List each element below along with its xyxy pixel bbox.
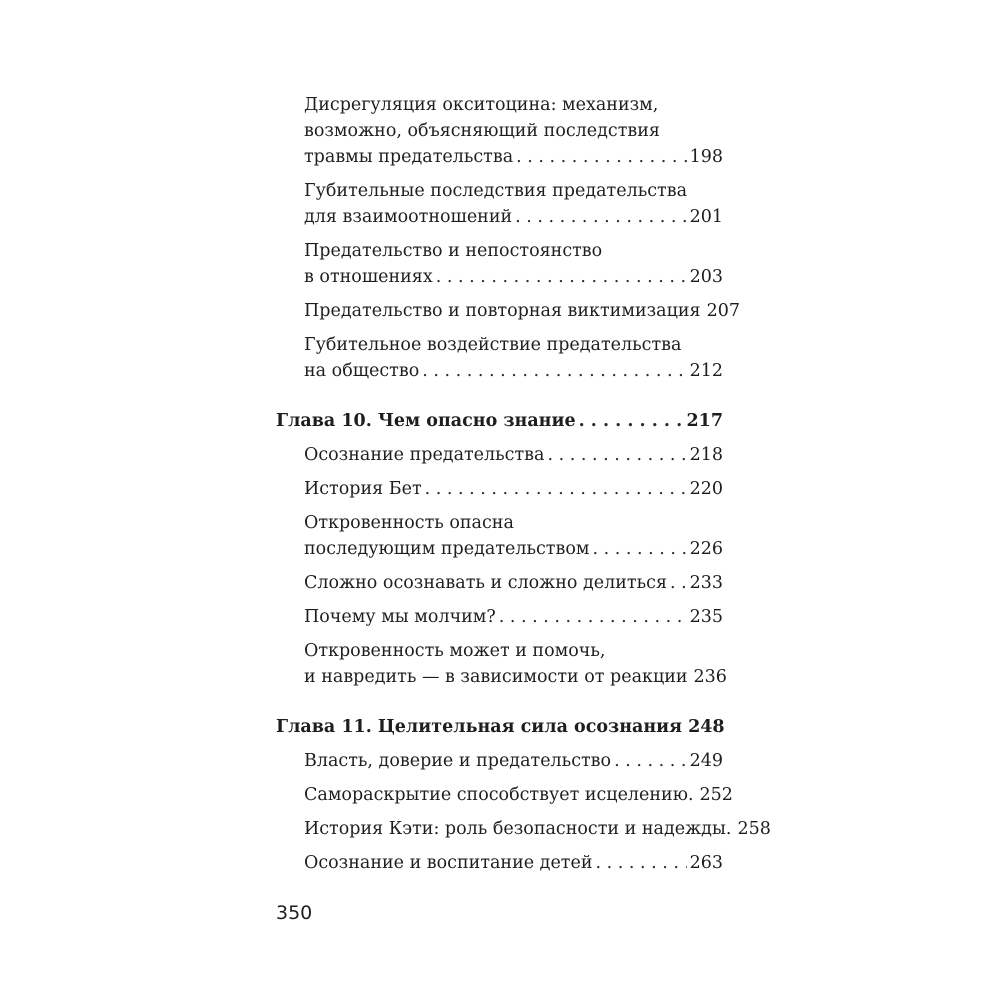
toc-section-entry (276, 442, 723, 468)
toc-section-entry (276, 816, 771, 842)
toc-entry-leader-line (304, 144, 723, 170)
toc-entry-leader-line (276, 408, 723, 434)
toc-entry-title-line: Предательство и повторная виктимизация (304, 301, 701, 321)
toc-entry-leader-line (304, 358, 723, 384)
toc-section-entry (276, 476, 723, 502)
toc-page-number: 258 (737, 819, 771, 839)
toc-entry-leader-line (304, 476, 723, 502)
toc-entry-title-line: травмы предательства (304, 147, 514, 167)
toc-entry-title-line: для взаимоотношений (304, 207, 513, 227)
toc-entry-leader-line (304, 748, 723, 774)
toc-entry-title-line: Губительные последствия предательства (304, 181, 688, 201)
toc-entry-title-line: Самораскрытие способствует исцелению. (304, 785, 694, 805)
toc-entry-title-line: Осознание и воспитание детей (304, 853, 593, 873)
toc-page-number: 198 (689, 147, 723, 167)
toc-entry-leader-line (304, 570, 723, 596)
toc-entry-leader-line (304, 264, 723, 290)
toc-entry-title-line: Сложно осознавать и сложно делиться (304, 573, 667, 593)
toc-section-entry (276, 92, 723, 170)
toc-page-number: 252 (699, 785, 733, 805)
toc-page-number: 217 (686, 411, 723, 431)
toc-section-entry (276, 604, 723, 630)
toc-entry-title-line: Откровенность может и помочь, (304, 641, 606, 661)
dot-leader (422, 358, 686, 384)
toc-page-number: 263 (689, 853, 723, 873)
toc-entry-title-line: в отношениях (304, 267, 433, 287)
toc-entry-leader-line (304, 782, 733, 808)
table-of-contents (276, 92, 771, 884)
toc-page-number: 220 (689, 479, 723, 499)
toc-entry-leader-line (304, 604, 723, 630)
toc-page-number: 235 (689, 607, 723, 627)
toc-entry-title-line: Губительное воздействие предательства (304, 335, 682, 355)
toc-page-number: 249 (689, 751, 723, 771)
toc-entry-title-line: Осознание предательства (304, 445, 545, 465)
toc-section-entry (276, 510, 723, 562)
toc-section-entry (276, 238, 723, 290)
toc-entry-leader-line (304, 664, 727, 690)
dot-leader (547, 442, 686, 468)
toc-entry-title-line: История Кэти: роль безопасности и надежды. (304, 819, 732, 839)
toc-page-number: 248 (688, 717, 725, 737)
toc-page-number: 212 (689, 361, 723, 381)
toc-entry-title-line: возможно, объясняющий последствия (304, 121, 660, 141)
toc-entry-title-line: Почему мы молчим? (304, 607, 496, 627)
toc-entry-leader-line (304, 816, 771, 842)
toc-chapter-entry (276, 714, 723, 740)
toc-entry-leader-line (304, 442, 723, 468)
toc-page-number: 203 (689, 267, 723, 287)
page-number: 350 (276, 902, 313, 924)
dot-leader (516, 144, 686, 170)
toc-section-entry (276, 638, 727, 690)
toc-section-entry (276, 332, 723, 384)
dot-leader (614, 748, 687, 774)
toc-entry-title-line: Глава 10. Чем опасно знание (276, 411, 576, 431)
toc-entry-leader-line (304, 298, 740, 324)
toc-page-number: 226 (689, 539, 723, 559)
dot-leader (425, 476, 687, 502)
toc-entry-title-line: последующим предательством (304, 539, 590, 559)
toc-section-entry (276, 570, 723, 596)
dot-leader (515, 204, 686, 230)
toc-section-entry (276, 298, 740, 324)
toc-entry-title-line: Откровенность опасна (304, 513, 514, 533)
toc-page-number: 207 (706, 301, 740, 321)
toc-entry-title-line: и навредить — в зависимости от реакции (304, 667, 688, 687)
toc-entry-leader-line (276, 714, 723, 740)
toc-entry-leader-line (304, 204, 723, 230)
dot-leader (670, 570, 687, 596)
toc-entry-title-line: Власть, доверие и предательство (304, 751, 612, 771)
dot-leader (593, 536, 687, 562)
toc-entry-leader-line (304, 536, 723, 562)
toc-entry-title-line: Глава 11. Целительная сила осознания (276, 717, 683, 737)
toc-entry-title-line: на общество (304, 361, 420, 381)
dot-leader (436, 264, 687, 290)
toc-entry-title-line: Предательство и непостоянство (304, 241, 603, 261)
toc-section-entry (276, 850, 723, 876)
toc-page-number: 236 (693, 667, 727, 687)
toc-page-number: 218 (689, 445, 723, 465)
dot-leader (579, 408, 684, 434)
dot-leader (596, 850, 687, 876)
toc-page-number: 201 (689, 207, 723, 227)
toc-entry-title-line: История Бет (304, 479, 422, 499)
toc-chapter-entry (276, 408, 723, 434)
toc-section-entry (276, 782, 733, 808)
toc-section-entry (276, 748, 723, 774)
toc-entry-leader-line (304, 850, 723, 876)
dot-leader (499, 604, 687, 630)
toc-entry-title-line: Дисрегуляция окситоцина: механизм, (304, 95, 659, 115)
toc-page-number: 233 (689, 573, 723, 593)
toc-section-entry (276, 178, 723, 230)
